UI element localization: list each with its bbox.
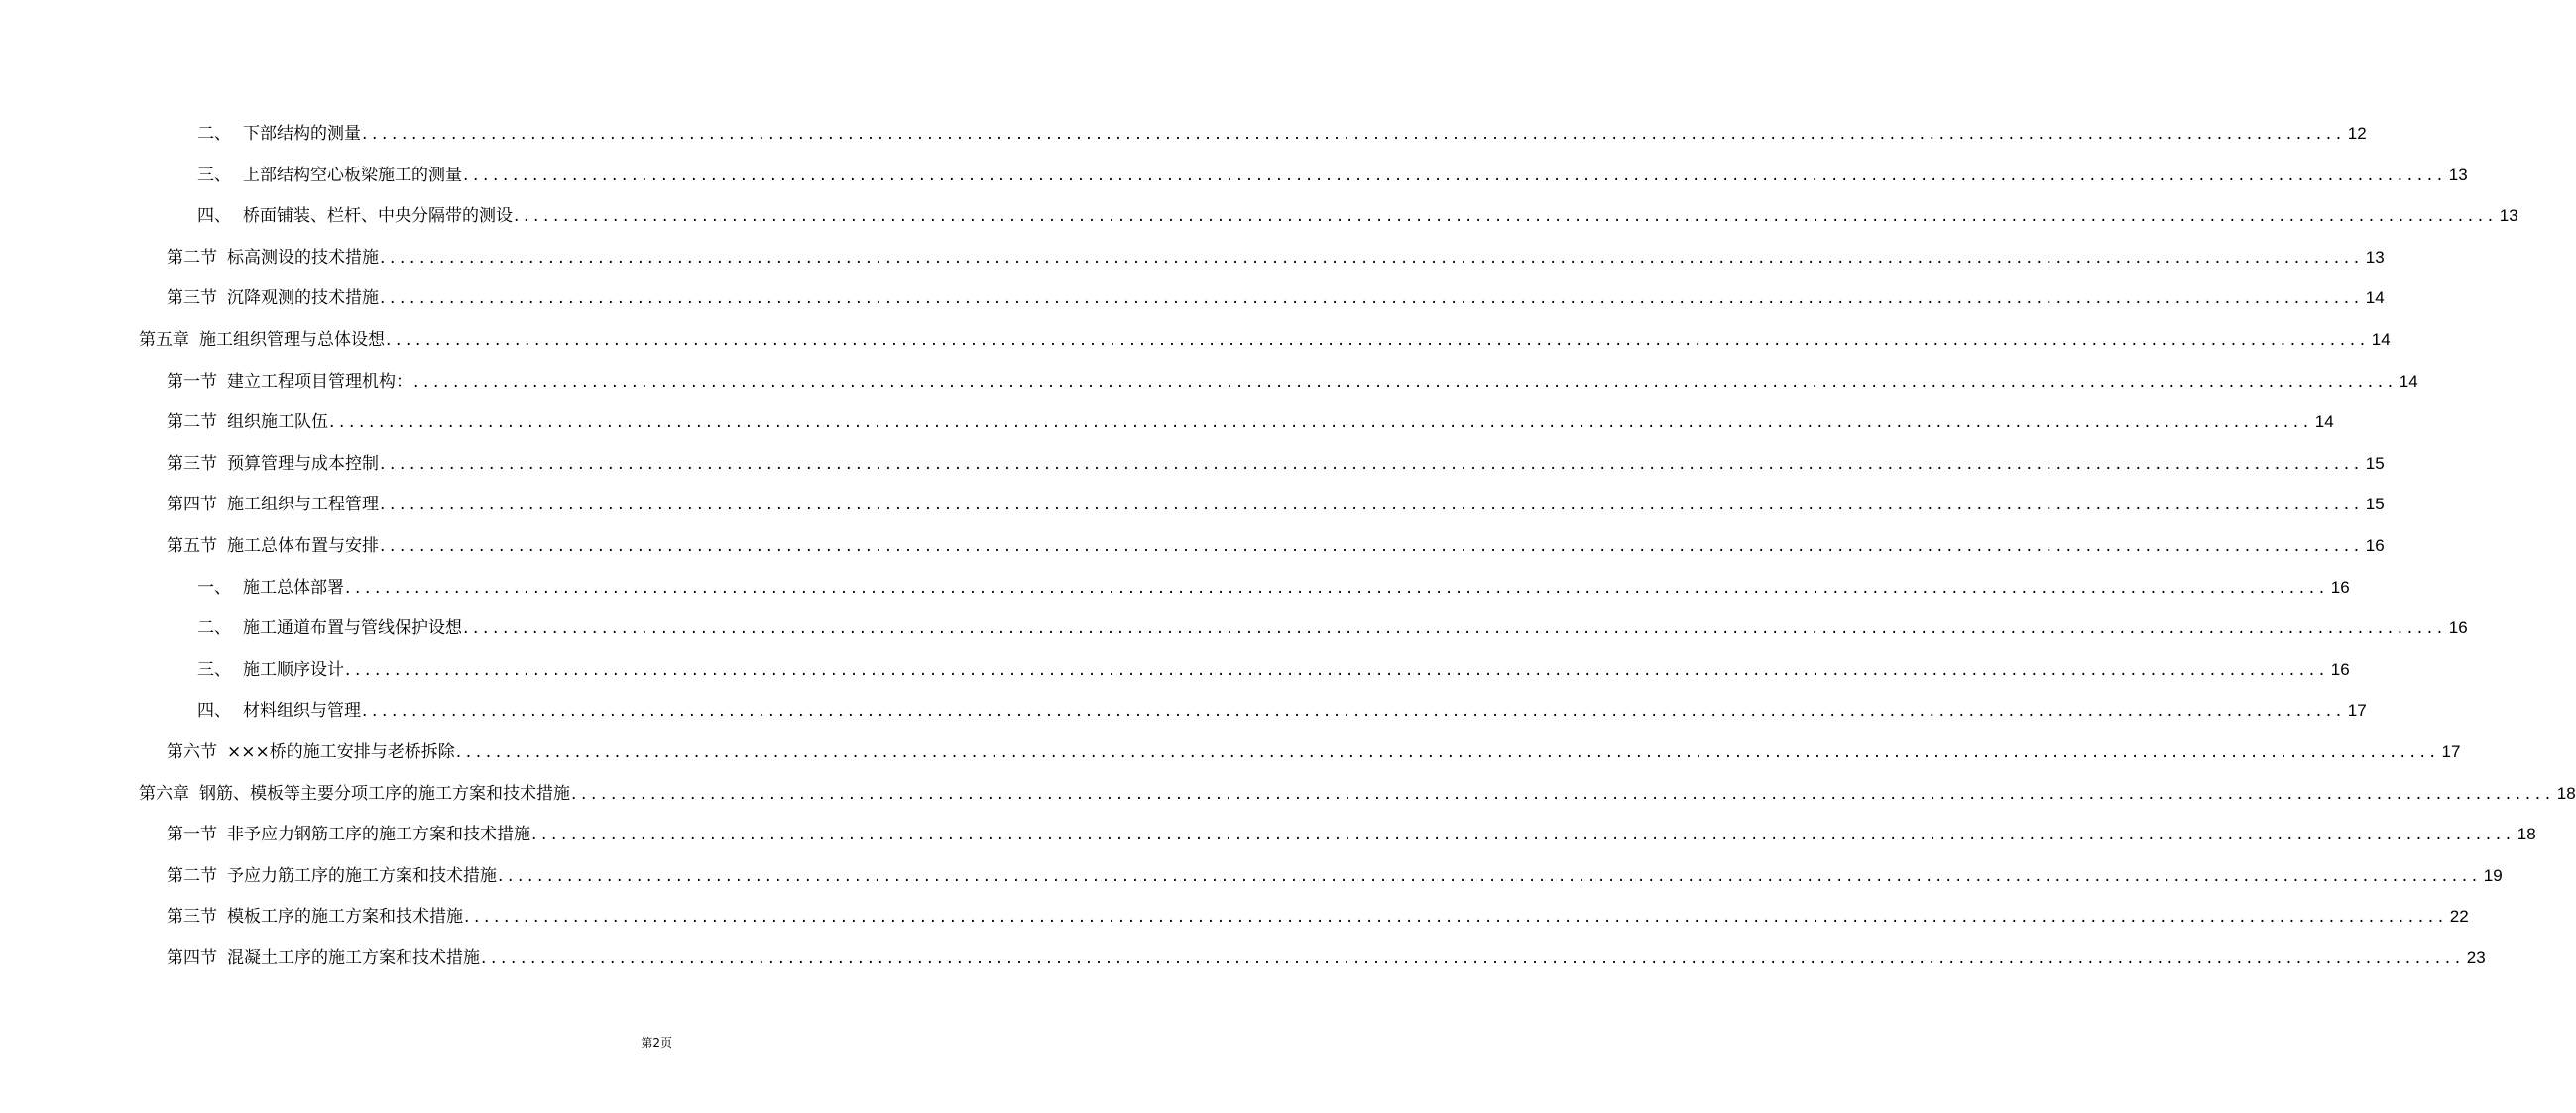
toc-entry-page-number: 12	[2347, 124, 2367, 143]
toc-entry-number: 第六章	[139, 783, 189, 804]
toc-entry[interactable]	[0, 690, 2367, 731]
toc-dot-leader: ........................................................................................................................................................................................................	[498, 865, 2482, 886]
toc-entry-title: 施工通道布置与管线保护设想	[243, 618, 462, 639]
toc-entry-line	[167, 814, 2536, 855]
toc-entry-number: 三、	[197, 165, 231, 185]
toc-entry-page-number: 14	[2365, 288, 2385, 308]
toc-entry-page-number: 15	[2365, 495, 2385, 514]
toc-entry[interactable]	[0, 195, 2518, 237]
toc-dot-leader: ........................................................................................................................................................................................................	[380, 535, 2364, 556]
toc-entry-page-number: 14	[2314, 412, 2334, 432]
toc-entry-line	[197, 649, 2350, 691]
toc-entry-line	[197, 155, 2468, 196]
toc-dot-leader: ........................................................................................................................................................................................................	[380, 495, 2364, 515]
toc-entry-number: 第四节	[167, 495, 217, 515]
toc-entry-page-number: 15	[2365, 453, 2385, 473]
toc-entry-page-number: 16	[2330, 577, 2350, 597]
toc-dot-leader: ........................................................................................................................................................................................................	[463, 618, 2447, 639]
toc-entry-line	[197, 113, 2367, 155]
toc-entry-line	[139, 773, 2576, 815]
toc-entry-page-number: 18	[2517, 825, 2536, 844]
toc-entry-number: 第一节	[167, 371, 217, 391]
toc-entry-title: 建立工程项目管理机构：	[227, 371, 412, 391]
toc-entry-title: 上部结构空心板梁施工的测量	[243, 165, 462, 185]
toc-entry[interactable]	[0, 525, 2385, 567]
toc-entry-title: 施工总体布置与安排	[227, 535, 379, 556]
toc-entry-line	[167, 896, 2469, 938]
toc-entry-line	[167, 278, 2385, 319]
toc-entry-title: ×××桥的施工安排与老桥拆除	[227, 741, 455, 762]
toc-entry-number: 第四节	[167, 947, 217, 968]
toc-dot-leader: ........................................................................................................................................................................................................	[380, 453, 2364, 474]
toc-entry[interactable]	[0, 814, 2536, 855]
toc-dot-leader: ........................................................................................................................................................................................................	[571, 783, 2555, 804]
toc-entry-title: 组织施工队伍	[227, 412, 328, 433]
toc-entry[interactable]	[0, 855, 2503, 897]
toc-entry[interactable]	[0, 896, 2469, 938]
toc-entry-number: 二、	[197, 618, 231, 639]
toc-entry[interactable]	[0, 113, 2367, 155]
toc-entry[interactable]	[0, 319, 2391, 361]
toc-dot-leader: ........................................................................................................................................................................................................	[345, 577, 2329, 598]
toc-entry[interactable]	[0, 608, 2468, 649]
toc-entry-number: 二、	[197, 124, 231, 144]
toc-entry[interactable]	[0, 237, 2385, 278]
toc-dot-leader: ........................................................................................................................................................................................................	[386, 329, 2370, 350]
toc-entry-number: 第三节	[167, 453, 217, 474]
toc-entry-page-number: 16	[2330, 659, 2350, 679]
toc-entry[interactable]	[0, 938, 2486, 979]
toc-dot-leader: ........................................................................................................................................................................................................	[329, 412, 2313, 433]
toc-dot-leader: ........................................................................................................................................................................................................	[464, 907, 2448, 928]
toc-entry-number: 第二节	[167, 865, 217, 886]
toc-entry-title: 施工顺序设计	[243, 659, 344, 680]
toc-entry-line	[197, 567, 2350, 609]
toc-dot-leader: ........................................................................................................................................................................................................	[380, 288, 2364, 309]
toc-dot-leader: ........................................................................................................................................................................................................	[413, 371, 2398, 391]
toc-entry-page-number: 17	[2441, 741, 2461, 761]
toc-entry-title: 标高测设的技术措施	[227, 247, 379, 268]
toc-entry-page-number: 13	[2499, 206, 2518, 226]
toc-entry[interactable]	[0, 401, 2334, 443]
toc-entry-line	[167, 401, 2334, 443]
toc-entry-title: 混凝土工序的施工方案和技术措施	[227, 947, 480, 968]
toc-entry-line	[139, 319, 2391, 361]
toc-entry-title: 模板工序的施工方案和技术措施	[227, 907, 463, 928]
toc-entry-line	[167, 361, 2418, 402]
page-number-footer: 第2页	[641, 1036, 672, 1050]
toc-entry-number: 第二节	[167, 247, 217, 268]
toc-entry-title: 预算管理与成本控制	[227, 453, 379, 474]
toc-entry-page-number: 13	[2448, 165, 2468, 184]
toc-entry[interactable]	[0, 731, 2461, 773]
toc-entry-title: 钢筋、模板等主要分项工序的施工方案和技术措施	[199, 783, 570, 804]
toc-entry-page-number: 19	[2483, 865, 2503, 885]
toc-entry-line	[167, 484, 2385, 525]
toc-entry-page-number: 22	[2449, 907, 2469, 927]
toc-entry-title: 桥面铺装、栏杆、中央分隔带的测设	[243, 206, 513, 227]
table-of-contents	[0, 113, 2576, 978]
toc-dot-leader: ........................................................................................................................................................................................................	[362, 701, 2346, 722]
toc-entry-page-number: 14	[2399, 371, 2418, 390]
toc-entry[interactable]	[0, 155, 2468, 196]
toc-entry-line	[167, 525, 2385, 567]
toc-dot-leader: ........................................................................................................................................................................................................	[345, 659, 2329, 680]
toc-entry-title: 施工组织与工程管理	[227, 495, 379, 515]
toc-entry-number: 第五节	[167, 535, 217, 556]
toc-entry-line	[197, 690, 2367, 731]
toc-entry-title: 予应力筋工序的施工方案和技术措施	[227, 865, 497, 886]
toc-entry-title: 施工总体部署	[243, 577, 344, 598]
toc-entry[interactable]	[0, 361, 2418, 402]
toc-entry-page-number: 13	[2365, 247, 2385, 267]
toc-entry[interactable]	[0, 484, 2385, 525]
toc-entry-number: 第三节	[167, 288, 217, 309]
toc-entry-number: 第一节	[167, 825, 217, 845]
toc-entry-line	[167, 855, 2503, 897]
toc-entry-number: 一、	[197, 577, 231, 598]
toc-entry[interactable]	[0, 443, 2385, 485]
toc-entry[interactable]	[0, 773, 2576, 815]
toc-entry[interactable]	[0, 567, 2350, 609]
toc-dot-leader: ........................................................................................................................................................................................................	[380, 247, 2364, 268]
toc-entry-line	[167, 443, 2385, 485]
toc-entry-number: 第六节	[167, 741, 217, 762]
toc-dot-leader: ........................................................................................................................................................................................................	[531, 825, 2516, 845]
toc-entry-page-number: 16	[2365, 535, 2385, 555]
toc-entry-line	[167, 938, 2486, 979]
toc-entry-number: 第二节	[167, 412, 217, 433]
toc-dot-leader: ........................................................................................................................................................................................................	[481, 947, 2465, 968]
toc-entry-line	[167, 237, 2385, 278]
toc-entry-number: 四、	[197, 206, 231, 227]
toc-entry-title: 沉降观测的技术措施	[227, 288, 379, 309]
toc-entry-page-number: 17	[2347, 701, 2367, 721]
toc-entry-page-number: 23	[2466, 947, 2486, 967]
toc-entry-title: 下部结构的测量	[243, 124, 361, 144]
toc-dot-leader: ........................................................................................................................................................................................................	[463, 165, 2447, 185]
toc-dot-leader: ........................................................................................................................................................................................................	[362, 124, 2346, 144]
toc-dot-leader: ........................................................................................................................................................................................................	[514, 206, 2498, 227]
toc-entry-title: 非予应力钢筋工序的施工方案和技术措施	[227, 825, 530, 845]
toc-entry-number: 三、	[197, 659, 231, 680]
toc-entry-number: 第五章	[139, 329, 189, 350]
toc-entry-line	[197, 195, 2518, 237]
toc-entry-line	[197, 608, 2468, 649]
toc-entry[interactable]	[0, 278, 2385, 319]
toc-entry-page-number: 18	[2556, 783, 2576, 803]
toc-entry-number: 四、	[197, 701, 231, 722]
toc-entry-title: 材料组织与管理	[243, 701, 361, 722]
toc-entry-title: 施工组织管理与总体设想	[199, 329, 385, 350]
toc-entry-line	[167, 731, 2461, 773]
toc-entry-page-number: 14	[2371, 329, 2391, 349]
toc-entry-page-number: 16	[2448, 618, 2468, 638]
toc-dot-leader: ........................................................................................................................................................................................................	[455, 741, 2440, 762]
toc-entry[interactable]	[0, 649, 2350, 691]
toc-entry-number: 第三节	[167, 907, 217, 928]
